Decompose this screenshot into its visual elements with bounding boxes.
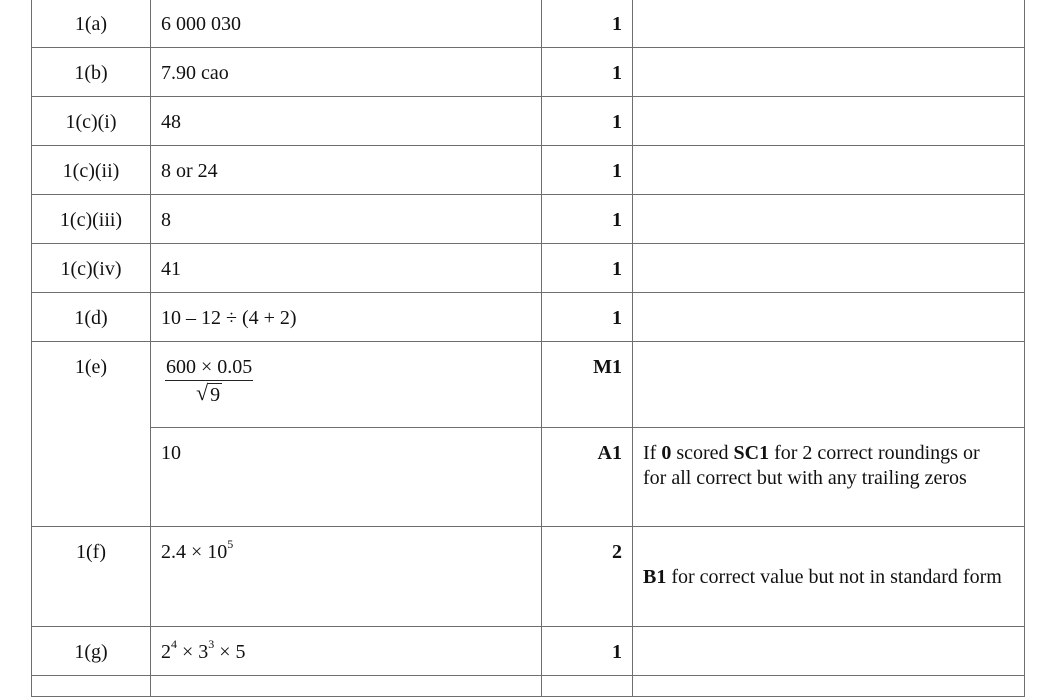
radical-sign-icon: √ (196, 380, 209, 405)
operator-text: × (177, 641, 199, 663)
question-number: 1(e) (32, 342, 151, 527)
table-row (32, 146, 1025, 195)
answer-cell: 7.90 cao (151, 48, 542, 97)
answer-cell: 8 (151, 195, 542, 244)
guidance-text: for 2 correct roundings or for all correct but with any trailing zeros (643, 442, 980, 489)
marks-cell: M1 (542, 342, 633, 428)
marks-cell: 1 (542, 146, 633, 195)
answer-cell: 41 (151, 244, 542, 293)
exponent-term: 3 (208, 637, 215, 652)
fraction-denominator (165, 381, 253, 407)
table-row (32, 0, 1025, 48)
answer-cell: 10 – 12 ÷ (4 + 2) (151, 293, 542, 342)
mark-scheme-table (31, 0, 1025, 697)
square-root (196, 380, 222, 407)
question-number: 1(a) (32, 0, 151, 48)
guidance-text: for correct value but not in standard form (666, 566, 1002, 588)
answer-cell: 8 or 24 (151, 146, 542, 195)
partial-cell (32, 676, 151, 697)
marks-cell: 1 (542, 0, 633, 48)
answer-base: 2.4 × 10 (161, 541, 228, 563)
marks-cell: 1 (542, 244, 633, 293)
answer-cell (151, 342, 542, 428)
marks-cell: 1 (542, 195, 633, 244)
marks-cell: 1 (542, 627, 633, 676)
answer-cell (151, 627, 542, 676)
table-row (32, 342, 1025, 428)
guidance-cell (633, 342, 1025, 428)
guidance-cell (633, 428, 1025, 527)
answer-cell: 10 (151, 428, 542, 527)
guidance-cell (633, 0, 1025, 48)
table-row (32, 527, 1025, 627)
guidance-text: If (643, 442, 662, 464)
question-number: 1(c)(i) (32, 97, 151, 146)
marks-cell: A1 (542, 428, 633, 527)
marks-cell: 2 (542, 527, 633, 627)
guidance-zero: 0 (661, 442, 672, 464)
fraction-numerator: 600 × 0.05 (165, 355, 253, 381)
table-row (32, 48, 1025, 97)
exponent-term: 4 (171, 637, 177, 652)
question-number: 1(b) (32, 48, 151, 97)
table-row (32, 293, 1025, 342)
guidance-cell (633, 244, 1025, 293)
base-term: 2 (161, 641, 171, 663)
partial-cell (151, 676, 542, 697)
table-row (32, 428, 1025, 527)
radicand: 9 (210, 384, 221, 406)
marks-cell: 1 (542, 293, 633, 342)
table-row (32, 627, 1025, 676)
question-number: 1(c)(iii) (32, 195, 151, 244)
guidance-cell (633, 48, 1025, 97)
question-number: 1(c)(ii) (32, 146, 151, 195)
marks-cell: 1 (542, 48, 633, 97)
table-row (32, 676, 1025, 697)
question-number: 1(g) (32, 627, 151, 676)
table-row (32, 195, 1025, 244)
operator-text: × 5 (214, 641, 246, 663)
answer-cell (151, 527, 542, 627)
question-number: 1(f) (32, 527, 151, 627)
marks-cell: 1 (542, 97, 633, 146)
guidance-cell (633, 195, 1025, 244)
partial-cell (542, 676, 633, 697)
guidance-b1: B1 (643, 566, 667, 588)
guidance-cell (633, 146, 1025, 195)
guidance-cell (633, 627, 1025, 676)
guidance-cell (633, 527, 1025, 627)
table-row (32, 97, 1025, 146)
answer-cell: 6 000 030 (151, 0, 542, 48)
answer-cell: 48 (151, 97, 542, 146)
table-row (32, 244, 1025, 293)
fraction-expression (165, 355, 253, 407)
question-number: 1(c)(iv) (32, 244, 151, 293)
answer-exponent: 5 (227, 537, 234, 552)
partial-cell (633, 676, 1025, 697)
guidance-text: scored (671, 442, 734, 464)
guidance-cell (633, 293, 1025, 342)
base-term: 3 (198, 641, 209, 663)
guidance-cell (633, 97, 1025, 146)
question-number: 1(d) (32, 293, 151, 342)
guidance-sc1: SC1 (733, 442, 770, 464)
